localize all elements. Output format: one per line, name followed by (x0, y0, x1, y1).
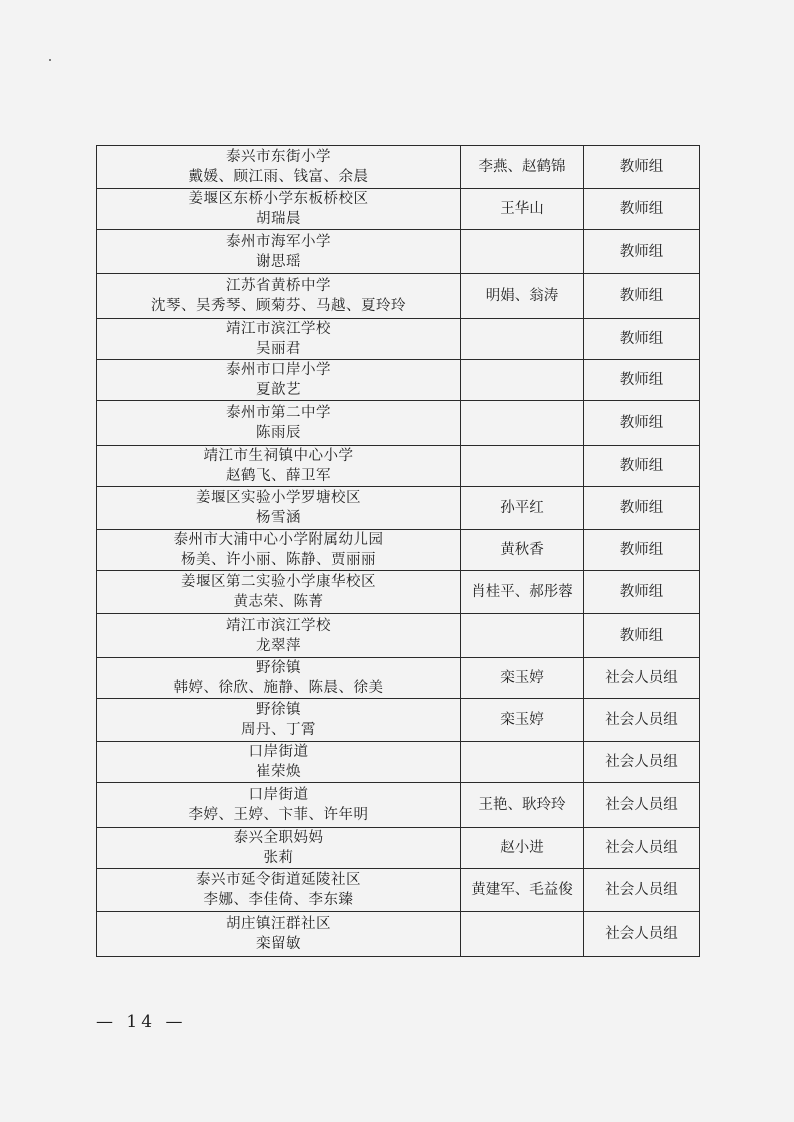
advisor-cell: 栾玉婷 (461, 658, 584, 699)
entry-cell (97, 614, 461, 658)
member-names: 周丹、丁霄 (241, 722, 316, 738)
advisor-cell: 王艳、耿玲玲 (461, 783, 584, 828)
table-row (97, 912, 700, 957)
table-row (97, 571, 700, 614)
advisor-cell: 黄建军、毛益俊 (461, 869, 584, 912)
advisor-cell: 肖桂平、郝彤蓉 (461, 571, 584, 614)
entry-cell (97, 401, 461, 446)
table-row (97, 319, 700, 360)
table-row (97, 360, 700, 401)
advisor-cell (461, 360, 584, 401)
scan-speck (49, 59, 51, 61)
advisor-cell (461, 319, 584, 360)
unit-name: 靖江市滨江学校 (226, 617, 331, 634)
advisor-cell: 栾玉婷 (461, 699, 584, 742)
table-row (97, 446, 700, 487)
entry-cell (97, 783, 461, 828)
table-row (97, 699, 700, 742)
table-row (97, 401, 700, 446)
table-row (97, 274, 700, 319)
advisor-cell (461, 401, 584, 446)
advisor-cell (461, 742, 584, 783)
entry-cell (97, 189, 461, 230)
member-names: 谢思瑶 (256, 253, 301, 270)
member-names: 杨雪涵 (256, 510, 301, 526)
table-row (97, 230, 700, 274)
advisor-cell (461, 614, 584, 658)
advisor-cell: 黄秋香 (461, 530, 584, 571)
group-cell: 教师组 (584, 487, 700, 530)
table-row (97, 828, 700, 869)
entry-cell (97, 319, 461, 360)
unit-name: 泰州市大浦中心小学附属幼儿园 (173, 532, 384, 548)
advisor-cell: 赵小进 (461, 828, 584, 869)
member-names: 夏歆艺 (256, 382, 301, 398)
group-cell: 社会人员组 (584, 742, 700, 783)
group-cell: 教师组 (584, 319, 700, 360)
entry-cell (97, 360, 461, 401)
unit-name: 胡庄镇汪群社区 (226, 916, 331, 932)
table-row (97, 487, 700, 530)
group-cell: 社会人员组 (584, 869, 700, 912)
unit-name: 靖江市滨江学校 (226, 321, 331, 337)
member-names: 吴丽君 (256, 341, 301, 357)
member-names: 赵鹤飞、薛卫军 (226, 468, 331, 484)
member-names: 沈琴、吴秀琴、顾菊芬、马越、夏玲玲 (151, 298, 406, 314)
group-cell: 教师组 (584, 401, 700, 446)
group-cell: 教师组 (584, 571, 700, 614)
group-cell: 教师组 (584, 614, 700, 658)
advisor-cell: 明娟、翁涛 (461, 274, 584, 319)
unit-name: 口岸街道 (248, 744, 309, 760)
entry-cell (97, 446, 461, 487)
unit-name: 野徐镇 (256, 702, 301, 718)
advisor-cell: 孙平红 (461, 487, 584, 530)
group-cell: 教师组 (584, 360, 700, 401)
entry-cell (97, 699, 461, 742)
table-row (97, 614, 700, 658)
member-names: 李婷、王婷、卞菲、许年明 (188, 807, 369, 823)
group-cell: 社会人员组 (584, 699, 700, 742)
unit-name: 泰兴市东街小学 (226, 149, 331, 165)
entry-cell (97, 912, 461, 957)
group-cell: 教师组 (584, 189, 700, 230)
advisor-cell (461, 230, 584, 274)
table-row (97, 146, 700, 189)
entry-cell (97, 487, 461, 530)
table-row (97, 530, 700, 571)
unit-name: 姜堰区实验小学罗塘校区 (196, 490, 361, 506)
entry-cell (97, 869, 461, 912)
unit-name: 泰州市海军小学 (226, 233, 331, 250)
advisor-cell (461, 912, 584, 957)
unit-name: 姜堰区第二实验小学康华校区 (181, 574, 376, 590)
table-row (97, 783, 700, 828)
group-cell: 教师组 (584, 230, 700, 274)
group-cell: 社会人员组 (584, 658, 700, 699)
member-names: 戴媛、顾江雨、钱富、余晨 (188, 169, 369, 185)
entry-cell (97, 230, 461, 274)
unit-name: 泰州市口岸小学 (226, 362, 331, 378)
entry-cell (97, 530, 461, 571)
member-names: 栾留敏 (256, 936, 301, 952)
member-names: 胡瑞晨 (256, 211, 301, 227)
unit-name: 泰兴全职妈妈 (233, 830, 324, 846)
unit-name: 口岸街道 (248, 787, 309, 803)
unit-name: 靖江市生祠镇中心小学 (203, 448, 354, 464)
group-cell: 社会人员组 (584, 912, 700, 957)
group-cell: 教师组 (584, 530, 700, 571)
unit-name: 江苏省黄桥中学 (226, 278, 331, 294)
table-row (97, 189, 700, 230)
table-row (97, 869, 700, 912)
award-list-body (97, 146, 700, 957)
unit-name: 野徐镇 (256, 660, 301, 676)
member-names: 崔荣焕 (256, 764, 301, 780)
member-names: 李娜、李佳倚、李东臻 (203, 892, 354, 908)
unit-name: 姜堰区东桥小学东板桥校区 (188, 191, 369, 207)
group-cell: 教师组 (584, 446, 700, 487)
group-cell: 教师组 (584, 146, 700, 189)
member-names: 张莉 (263, 850, 294, 866)
table-row (97, 658, 700, 699)
group-cell: 社会人员组 (584, 828, 700, 869)
entry-cell (97, 274, 461, 319)
advisor-cell: 王华山 (461, 189, 584, 230)
unit-name: 泰兴市延令街道延陵社区 (196, 872, 361, 888)
page-number: — 14 — (96, 1012, 187, 1032)
advisor-cell: 李燕、赵鹤锦 (461, 146, 584, 189)
member-names: 陈雨辰 (256, 425, 301, 441)
entry-cell (97, 571, 461, 614)
advisor-cell (461, 446, 584, 487)
entry-cell (97, 828, 461, 869)
award-list-table (96, 145, 700, 957)
member-names: 杨美、许小丽、陈静、贾丽丽 (181, 552, 376, 568)
member-names: 龙翠萍 (256, 637, 301, 654)
member-names: 韩婷、徐欣、施静、陈晨、徐美 (173, 680, 384, 696)
entry-cell (97, 742, 461, 783)
group-cell: 社会人员组 (584, 783, 700, 828)
member-names: 黄志荣、陈菁 (233, 594, 324, 610)
entry-cell (97, 146, 461, 189)
table-row (97, 742, 700, 783)
entry-cell (97, 658, 461, 699)
unit-name: 泰州市第二中学 (226, 405, 331, 421)
group-cell: 教师组 (584, 274, 700, 319)
